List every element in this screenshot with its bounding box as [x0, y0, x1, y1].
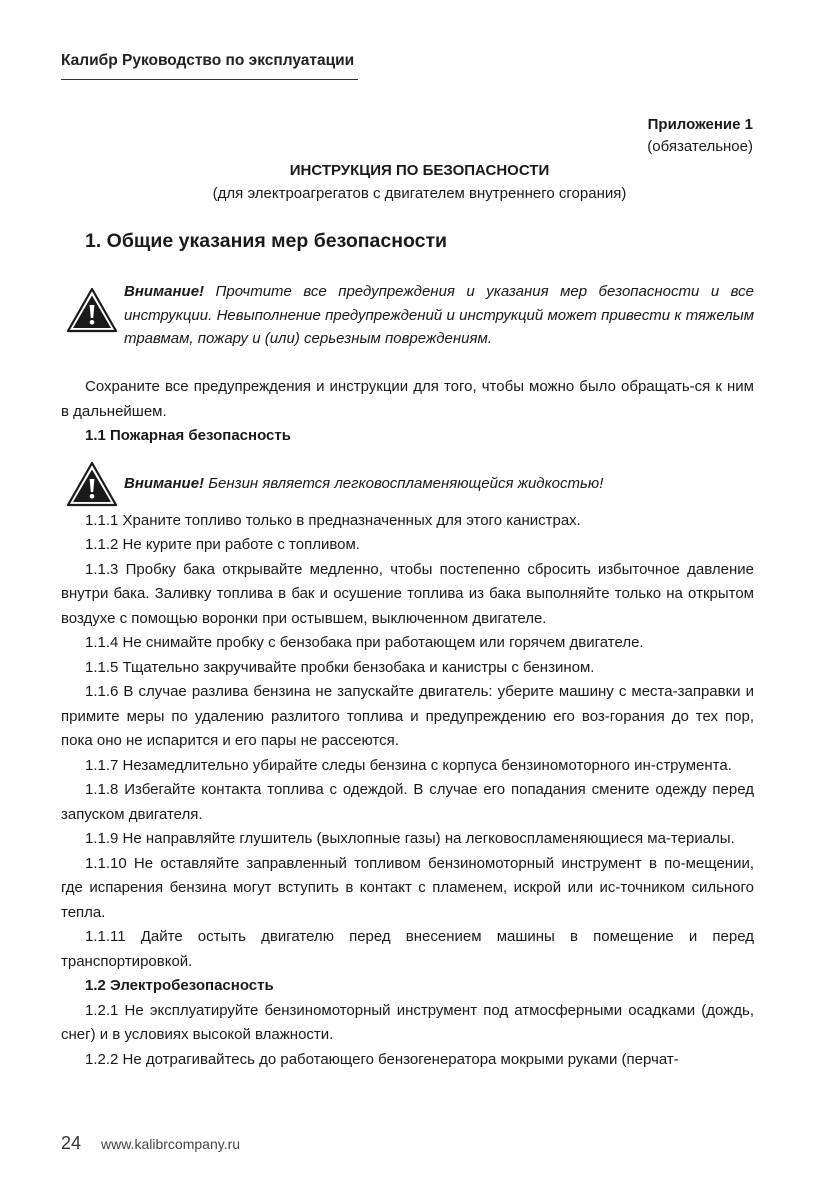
- header-rule: [61, 79, 358, 80]
- running-header: Калибр Руководство по эксплуатации: [61, 52, 355, 69]
- list-item: 1.1.4 Не снимайте пробку с бензобака при работающем или горячем двигателе.: [85, 634, 644, 651]
- page-number: 24: [61, 1133, 82, 1153]
- subsection-heading-fire: 1.1 Пожарная безопасность: [85, 427, 291, 444]
- list-item: 1.1.2 Не курите при работе с топливом.: [85, 536, 360, 553]
- list-item: 1.1.7 Незамедлительно убирайте следы бензина с корпуса бензиномоторного ин-струмента.: [85, 756, 732, 774]
- document-subtitle: (для электроагрегатов с двигателем внутреннего сгорания): [212, 185, 627, 202]
- list-item: 1.2.1 Не эксплуатируйте бензиномоторный инструмент под атмосферными осадками (дождь, снег) и в условиях высокой влажности.: [61, 1001, 754, 1043]
- list-item: 1.1.8 Избегайте контакта топлива с одеждой. В случае его попадания смените одежду перед запуском двигателя.: [61, 781, 754, 823]
- warning-label: Внимание!: [124, 283, 205, 300]
- list-item: 1.1.11 Дайте остыть двигателю перед внесением машины в помещение и перед транспортировкой.: [61, 928, 754, 970]
- warning-label: Внимание!: [124, 475, 205, 492]
- appendix-title: Приложение 1: [647, 116, 753, 133]
- list-item: 1.1.9 Не направляйте глушитель (выхлопные газы) на легковоспламеняющиеся ма-териалы.: [85, 830, 735, 847]
- page-footer: [61, 1133, 240, 1154]
- warning-note-general: [124, 280, 754, 351]
- list-item: 1.1.10 Не оставляйте заправленный топливом бензиномоторный инструмент в по-мещении, где испарения бензина могут вступить в контакт с пламенем, искрой или ис-точником сильного тепла.: [61, 854, 754, 921]
- warning-text: Прочтите все предупреждения и указания мер безопасности и все инструкции. Невыполнение предупреждений и инструкций может привести к тяжелым травмам, пожару и (или) серьезным повреждениям.: [124, 283, 754, 347]
- intro-paragraph: Сохраните все предупреждения и инструкции для того, чтобы можно было обращать-ся к ним в дальнейшем.: [61, 378, 754, 420]
- subsection-heading-electrical: 1.2 Электробезопасность: [85, 977, 274, 994]
- list-item: 1.1.3 Пробку бака открывайте медленно, чтобы постепенно сбросить избыточное давление внутри бака. Заливку топлива в бак и осушение топлива из бака выполняйте только на открытом воздухе с помощью воронки при остывшем, выключенном двигателе.: [61, 560, 754, 627]
- list-item: 1.2.2 Не дотрагивайтесь до работающего бензогенератора мокрыми руками (перчат-: [85, 1050, 679, 1068]
- list-item: 1.1.5 Тщательно закручивайте пробки бензобака и канистры с бензином.: [85, 658, 595, 676]
- appendix-note: (обязательное): [647, 138, 753, 155]
- section-heading: 1. Общие указания мер безопасности: [85, 230, 448, 252]
- appendix-block: [647, 114, 753, 158]
- document-title: ИНСТРУКЦИЯ ПО БЕЗОПАСНОСТИ: [289, 162, 550, 179]
- warning-triangle-icon: [66, 287, 118, 333]
- footer-url[interactable]: www.kalibrcompany.ru: [101, 1136, 241, 1152]
- list-item: 1.1.6 В случае разлива бензина не запускайте двигатель: уберите машину с места-заправки и примите меры по удалению разлитого топлива и предупреждению его воз-горания до тех пор, пока оно не испарится и его пары не рассеются.: [61, 683, 754, 749]
- warning-text: Бензин является легковоспламеняющейся жидкостью!: [204, 475, 604, 492]
- list-item: 1.1.1 Храните топливо только в предназначенных для этого канистрах.: [85, 511, 581, 529]
- body-text: [61, 375, 754, 1072]
